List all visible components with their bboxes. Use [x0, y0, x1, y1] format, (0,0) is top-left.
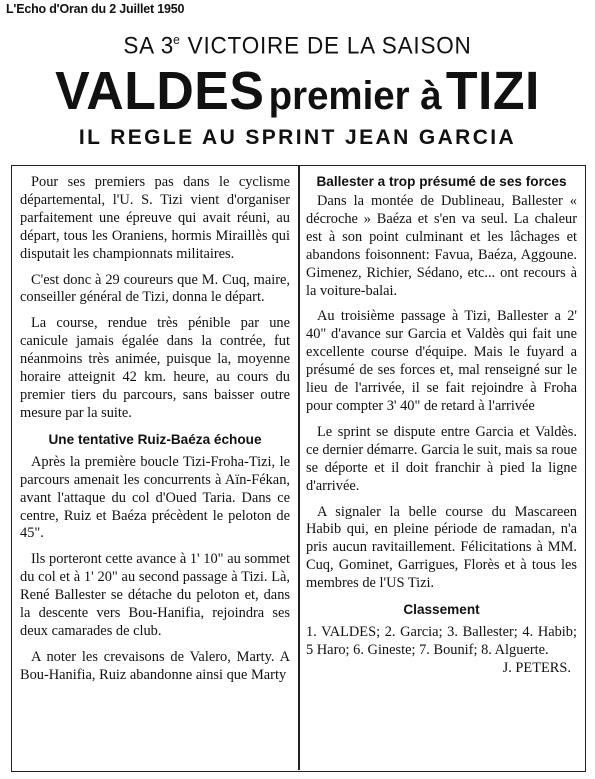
column-divider [298, 166, 300, 770]
paragraph: C'est donc à 29 coureurs que M. Cuq, maire, conseiller général de Tizi, donna le départ. [20, 271, 290, 306]
paragraph: Pour ses premiers pas dans le cyclisme départemental, l'U. S. Tizi vient d'organiser parfaitement une épreuve qui avait réuni, au départ, tous les Oraniens, hormis Miraillès qui disputait les championnats militaires. [20, 174, 290, 262]
section-heading: Classement [403, 602, 480, 618]
ranking-text: 1. VALDES; 2. Garcia; 3. Ballester; 4. Habib; 5 Haro; 6. Gineste; 7. Bounif; 8. Alguerte. [306, 624, 577, 658]
paragraph: Après la première boucle Tizi-Froha-Tizi, le parcours amenait les concurrents à Aïn-Fékan, avant l'attaque du col d'Oued Taria. Dans ce centre, Ruiz et Baéza précèdent le peloton de 45". [20, 453, 290, 542]
kicker-pre: SA 3 [123, 32, 175, 59]
headline-word-1: VALDES [55, 61, 265, 121]
headline-word-2: premier à [268, 74, 442, 118]
author-signature: J. PETERS. [502, 659, 571, 676]
section-heading: Une tentative Ruiz-Baéza échoue [48, 431, 262, 447]
paragraph: Dans la montée de Dublineau, Ballester « décroche » Baéza et s'en va seul. La chaleur est à son point culminant et les lâchages et abandons foisonnent: Favua, Baéza, Aggoune. Gimenez, Richier, Sédano, etc... ont recours à la voiture-balai. [306, 193, 577, 299]
paragraph: A signaler la belle course du Mascareen Habib qui, en pleine période de ramadan, n'a pris aucun ravitaillement. Félicitations à MM. Cuq, Gominet, Garrigues, Florès et à tous les membres de l'US Tizi. [306, 503, 577, 592]
right-column [306, 173, 577, 678]
paragraph: Au troisième passage à Tizi, Ballester a 2' 40" d'avance sur Garcia et Valdès qui fait une excellente course d'équipe. Mais le fuyard a présumé de ses forces et, mal renseigné sur le lieu de l'arrivée, il se fait rejoindre à Froha pour compter 3' 40" de retard à l'arrivée [306, 308, 577, 414]
headline [12, 60, 583, 122]
kicker-post: VICTOIRE DE LA SAISON [180, 32, 472, 59]
kicker-sup: e [173, 32, 181, 48]
newspaper-caption: L'Echo d'Oran du 2 Juillet 1950 [6, 2, 185, 16]
subheadline: IL REGLE AU SPRINT JEAN GARCIA [78, 126, 517, 149]
ranking-list [306, 624, 577, 676]
kicker-line [0, 32, 595, 59]
paragraph: Le sprint se dispute entre Garcia et Valdès. ce dernier démarre. Garcia le suit, mais sa roue se déporte et il doit franchir à pied la ligne d'arrivée. [306, 423, 577, 494]
headline-word-3: TIZI [445, 61, 540, 121]
paragraph: A noter les crevaisons de Valero, Marty. A Bou-Hanifia, Ruiz abandonne ainsi que Marty [20, 648, 290, 683]
paragraph: La course, rendue très pénible par une canicule jamais égalée dans la contrée, fut néanmoins très animée, puisque la, moyenne horaire atteignit 42 km. heure, au cours du premier tiers du parcours, sans baisser outre mesure par la suite. [20, 315, 290, 421]
left-column [20, 174, 290, 693]
section-heading: Ballester a trop présumé de ses forces [316, 174, 567, 189]
paragraph: Ils porteront cette avance à 1' 10" au sommet du col et à 1' 20" au second passage à Tizi. Là, René Ballester se détache du peloton et, dans la descente vers Bou-Hanifia, rejoindra ses deux camarades de club. [20, 551, 290, 639]
